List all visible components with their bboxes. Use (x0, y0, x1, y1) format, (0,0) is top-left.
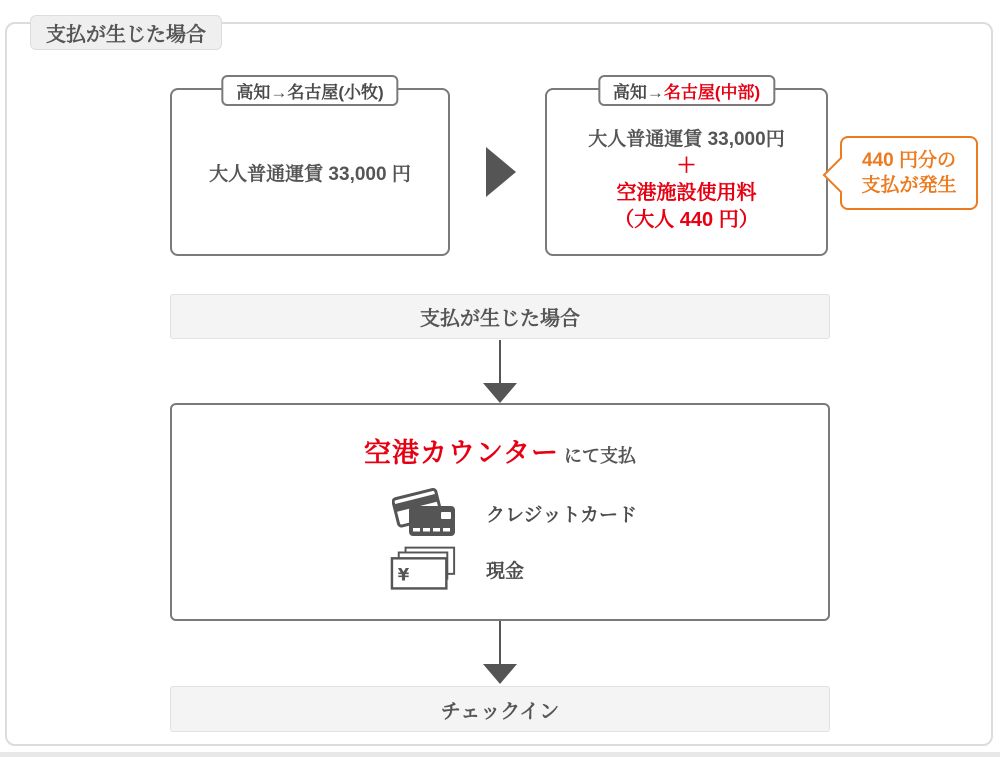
plus-sign: ＋ (676, 155, 697, 177)
payment-suffix-text: にて支払 (563, 446, 636, 466)
right-arrow-icon (486, 147, 516, 197)
svg-text:¥: ¥ (397, 565, 410, 585)
fare-line-komaki: 大人普通運賃 33,000 円 (209, 163, 411, 185)
cash-icon (390, 545, 458, 593)
fee-callout (840, 136, 978, 210)
payment-method-credit-card (390, 487, 637, 539)
route-prefix: 高知→ (612, 83, 664, 102)
route-tag-chubu (598, 75, 775, 106)
section-title: 支払が生じた場合 (30, 15, 222, 50)
next-section-edge (0, 752, 1000, 757)
payment-title (172, 431, 828, 470)
fee-callout-line2: 支払が発生 (861, 175, 957, 196)
cash-label: 現金 (486, 560, 525, 582)
credit-card-label: クレジットカード (486, 504, 637, 526)
down-arrow-icon (483, 664, 517, 684)
fare-box-chubu (545, 83, 828, 256)
fee-name: 空港施設使用料 (616, 182, 757, 204)
fee-callout-line1: 440 円分の (862, 150, 956, 171)
route-highlight: 名古屋(中部) (663, 83, 761, 102)
payment-box (170, 403, 830, 621)
fare-stack-chubu (588, 126, 784, 234)
down-arrow-icon (483, 383, 517, 403)
fee-amount: （大人 440 円） (614, 209, 759, 231)
route-tag-komaki: 高知→名古屋(小牧) (221, 75, 398, 106)
checkin-bar: チェックイン (170, 686, 830, 732)
down-arrow-stem (499, 340, 501, 384)
fare-line-chubu: 大人普通運賃 33,000円 (588, 129, 785, 150)
credit-card-icon (390, 487, 458, 539)
payment-method-cash (390, 545, 524, 593)
condition-bar: 支払が生じた場合 (170, 294, 830, 339)
fare-box-komaki (170, 83, 450, 256)
down-arrow-stem (499, 621, 501, 664)
payment-place: 空港カウンター (364, 438, 559, 468)
